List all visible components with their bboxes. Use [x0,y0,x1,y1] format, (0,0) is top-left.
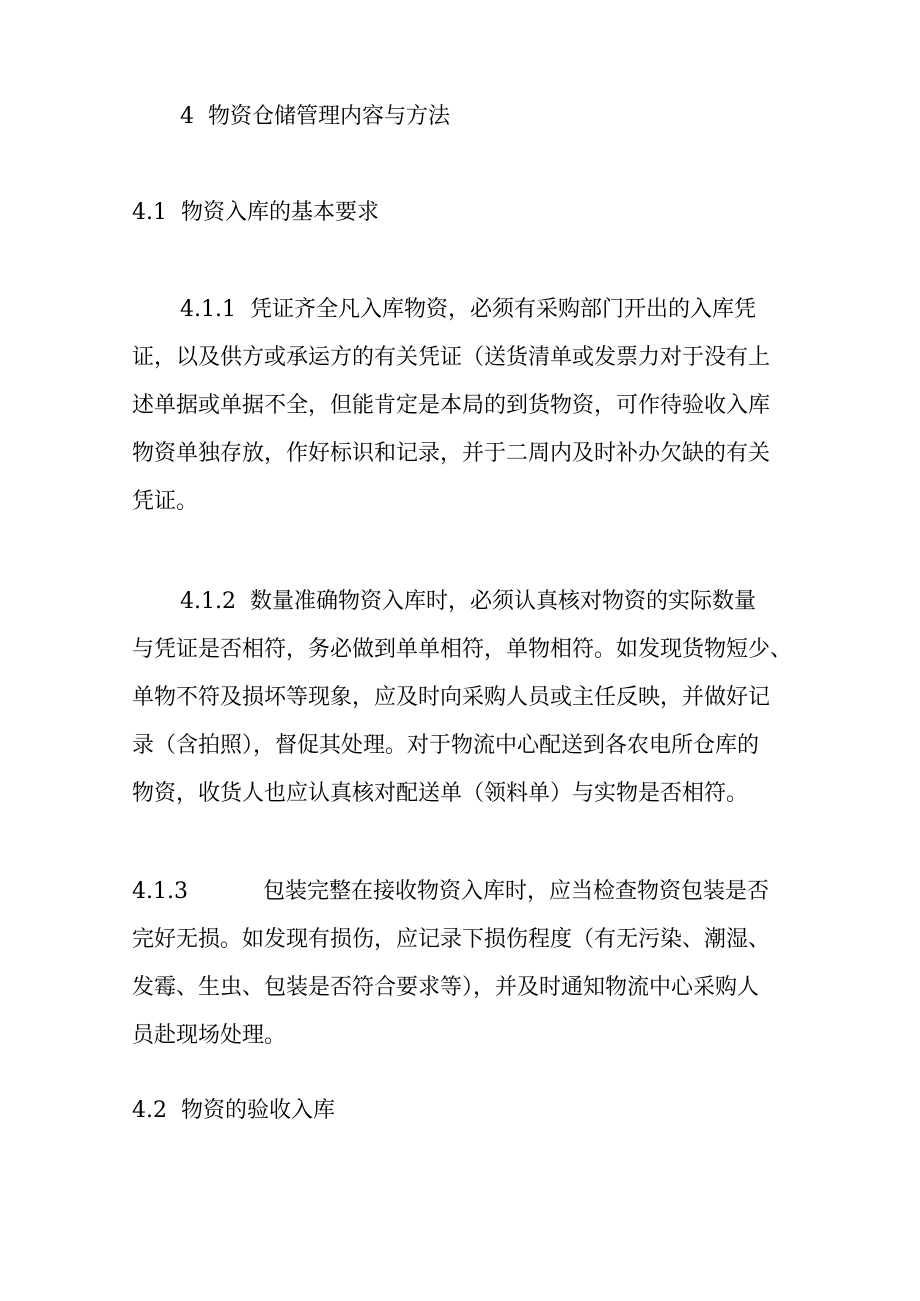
section-4-1-2-line: 与凭证是否相符，务必做到单单相符，单物相符。如发现货物短少、 [132,637,793,662]
heading-4 [180,102,450,132]
heading-4-2 [132,1096,335,1126]
heading-4-title: 物资仓储管理内容与方法 [208,104,451,129]
section-4-1-1-number: 4.1.1 [180,297,236,322]
section-4-1-2-line: 单物不符及损坏等现象，应及时向采购人员或主任反映，并做好记 [132,685,771,710]
section-4-1-2-line: 录（含拍照），督促其处理。对于物流中心配送到各农电所仓库的 [132,733,760,758]
section-4-1-3-text: 包装完整在接收物资入库时，应当检查物资包装是否 [262,879,769,904]
section-4-1-1-line [132,286,812,334]
section-4-1-3 [132,868,812,1060]
section-4-1-3-number: 4.1.3 [132,879,188,904]
heading-4-2-title: 物资的验收入库 [181,1098,336,1123]
heading-4-1-title: 物资入库的基本要求 [181,200,380,225]
heading-4-2-number: 4.2 [132,1098,167,1123]
section-4-1-2-line: 物资，收货人也应认真核对配送单（领料单）与实物是否相符。 [132,781,749,806]
section-4-1-3-line [132,868,812,916]
section-4-1-1-text: 凭证齐全凡入库物资，必须有采购部门开出的入库凭 [249,297,756,322]
section-4-1-2-line [132,578,812,626]
section-4-1-1-line: 物资单独存放，作好标识和记录，并于二周内及时补办欠缺的有关 [132,441,771,466]
section-4-1-3-line: 完好无损。如发现有损伤，应记录下损伤程度（有无污染、潮湿、 [132,927,771,952]
section-4-1-2-text: 数量准确物资入库时，必须认真核对物资的实际数量 [249,589,756,614]
section-4-1-2 [132,578,812,818]
section-4-1-1 [132,286,812,526]
section-4-1-2-number: 4.1.2 [180,589,236,614]
section-4-1-1-line: 凭证。 [132,489,199,514]
heading-4-1-number: 4.1 [132,200,167,225]
section-4-1-3-line: 发霉、生虫、包装是否符合要求等），并及时通知物流中心采购人 [132,975,760,1000]
heading-4-number: 4 [180,104,194,129]
heading-4-1 [132,198,379,228]
section-4-1-1-line: 述单据或单据不全，但能肯定是本局的到货物资，可作待验收入库 [132,393,771,418]
section-4-1-1-line: 证，以及供方或承运方的有关凭证（送货清单或发票力对于没有上 [132,345,771,370]
section-4-1-3-line: 员赴现场处理。 [132,1023,287,1048]
